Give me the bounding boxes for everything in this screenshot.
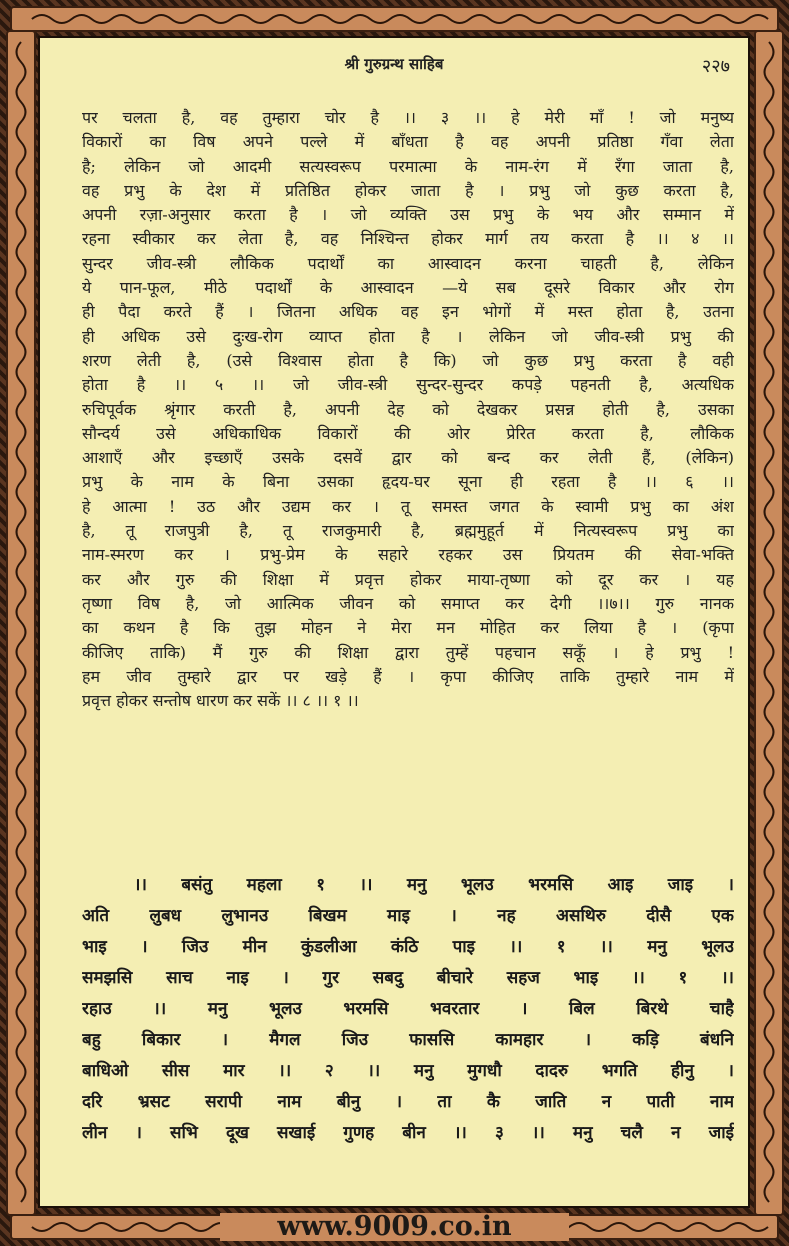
verse-line: लीन । सभि दूख सखाई गुणह बीन ।। ३ ।। मनु चलै न जाई (82, 1123, 734, 1143)
text-line: ही अधिक उसे दुःख-रोग व्याप्त होता है । लेकिन जो जीव-स्त्री प्रभु की (82, 326, 734, 346)
right-scroll-ornament-icon (756, 32, 782, 1214)
text-line: हम जीव तुम्हारे द्वार पर खड़े हैं । कृपा कीजिए ताकि तुम्हारे नाम में (82, 666, 734, 686)
text-line: विकारों का विष अपने पल्ले में बाँधता है वह अपनी प्रतिष्ठा गँवा लेता (82, 132, 734, 152)
text-line: कीजिए ताकि) मैं गुरु की शिक्षा द्वारा तुम्हें पहचान सकूँ । हे प्रभु ! (82, 642, 734, 662)
text-line: तृष्णा विष है, जो आत्मिक जीवन को समाप्त कर देगी ।।७।। गुरु नानक (82, 593, 734, 613)
website-link[interactable]: www.9009.co.in (220, 1213, 569, 1241)
text-line: ही पैदा करते हैं । जितना अधिक वह इन भोगों में मस्त होता है, उतना (82, 302, 734, 322)
text-line: सुन्दर जीव-स्त्री लौकिक पदार्थों का आस्वादन करना चाहती है, लेकिन (82, 253, 734, 273)
text-line: शरण लेती है, (उसे विश्वास होता है कि) जो कुछ प्रभु करता है वही (82, 350, 734, 370)
verse-line: भाइ । जिउ मीन कुंडलीआ कंठि पाइ ।। १ ।। मनु भूलउ (82, 937, 734, 957)
text-line: का कथन है कि तुझ मोहन ने मेरा मन मोहित कर लिया है । (कृपा (82, 618, 734, 638)
text-line: रहना स्वीकार कर लेता है, वह निश्चिन्त होकर मार्ग तय करता है ।। ४ ।। (82, 229, 734, 249)
text-line: है; लेकिन जो आदमी सत्यस्वरूप परमात्मा के नाम-रंग में रँगा जाता है, (82, 156, 734, 176)
text-line: अपनी रज़ा-अनुसार करता है । जो व्यक्ति उस प्रभु के भय और सम्मान में (82, 205, 734, 225)
text-line: है, तू राजपुत्री है, तू राजकुमारी है, ब्रह्ममुहूर्त में नित्यस्वरूप प्रभु का (82, 521, 734, 541)
text-line: आशाएँ और इच्छाएँ उसके दसवें द्वार को बन्द कर लेती हैं, (लेकिन) (82, 448, 734, 468)
page-number: २२७ (701, 56, 730, 77)
text-line: प्रभु के नाम के बिना उसका हृदय-घर सूना ही रहता है ।। ६ ।। (82, 472, 734, 492)
left-scroll-ornament-icon (8, 32, 34, 1214)
translation-text (82, 106, 734, 713)
text-line: कर और गुरु की शिक्षा में प्रवृत्त होकर माया-तृष्णा को दूर कर । यह (82, 569, 734, 589)
text-line: होता है ।। ५ ।। जो जीव-स्त्री सुन्दर-सुन्दर कपड़े पहनती है, अत्यधिक (82, 375, 734, 395)
page-header (40, 54, 748, 84)
verse-line: ।। बसंतु महला १ ।। मनु भूलउ भरमसि आइ जाइ । (134, 875, 734, 895)
verse-line: बहु बिकार । मैगल जिउ फाससि कामहार । कड़ि बंधनि (82, 1030, 734, 1050)
right-border-band (754, 30, 784, 1216)
page-paper (38, 36, 750, 1208)
gurbani-text (82, 870, 734, 1149)
verse-line: अति लुबध लुभानउ बिखम माइ । नह असथिरु दीसै एक (82, 906, 734, 926)
verse-line: बाधिओ सीस मार ।। २ ।। मनु मुगधौ दादरु भगति हीनु । (82, 1061, 734, 1081)
text-line: नाम-स्मरण कर । प्रभु-प्रेम के सहारे रहकर उस प्रियतम की सेवा-भक्ति (82, 545, 734, 565)
book-title: श्री गुरुग्रन्थ साहिब (344, 55, 444, 73)
text-line: ये पान-फूल, मीठे पदार्थों के आस्वादन —ये सब दूसरे विकार और रोग (82, 278, 734, 298)
text-line: वह प्रभु के देश में प्रतिष्ठित होकर जाता है । प्रभु जो कुछ करता है, (82, 180, 734, 200)
verse-line: रहाउ ।। मनु भूलउ भरमसि भवरतार । बिल बिरथे चाहै (82, 999, 734, 1019)
top-scroll-ornament-icon (12, 8, 777, 30)
text-line: सौन्दर्य उसे अधिकाधिक विकारों की ओर प्रेरित करता है, लौकिक (82, 423, 734, 443)
top-border-band (10, 6, 779, 32)
text-line: हे आत्मा ! उठ और उद्यम कर । तू समस्त जगत के स्वामी प्रभु का अंश (82, 496, 734, 516)
text-line: प्रवृत्त होकर सन्तोष धारण कर सकें ।। ८ ।। १ ।। (82, 691, 359, 711)
text-line: पर चलता है, वह तुम्हारा चोर है ।। ३ ।। हे मेरी माँ ! जो मनुष्य (82, 108, 734, 127)
left-border-band (6, 30, 36, 1216)
text-line: रुचिपूर्वक श्रृंगार करती है, अपनी देह को देखकर प्रसन्न होती है, उसका (82, 399, 734, 419)
verse-line: समझसि साच नाइ । गुर सबदु बीचारे सहज भाइ ।। १ ।। (82, 968, 734, 988)
verse-line: दरि भ्रसट सरापी नाम बीनु । ता कै जाति न पाती नाम (82, 1092, 734, 1112)
